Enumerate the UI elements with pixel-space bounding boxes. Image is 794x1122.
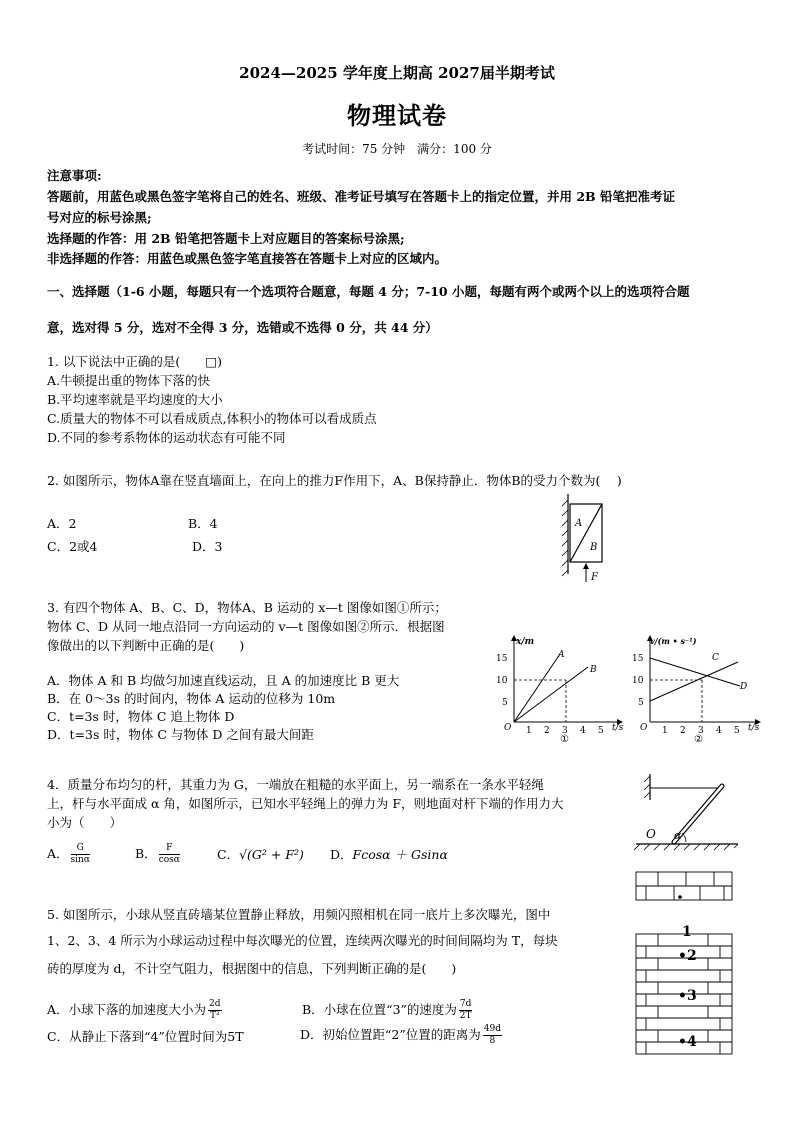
origin-label: O	[640, 723, 648, 733]
x-tick: 5	[734, 726, 740, 736]
q5-option-b: B．小球在位置“3”的速度为 $\frac{7d}{2T}$	[302, 999, 472, 1021]
notice-line-2: 号对应的标号涂黑;	[47, 210, 152, 225]
q1-option-d: D.不同的参考系物体的运动状态有可能不同	[47, 430, 286, 445]
y-tick: 15	[632, 654, 644, 664]
exam-title: 2024—2025 学年度上期高 2027届半期考试	[239, 64, 555, 82]
q1-option-b: B.平均速率就是平均速度的大小	[47, 392, 223, 407]
q3-option-b: B．在 0～3s 的时间内，物体 A 运动的位移为 10m	[47, 691, 336, 706]
notice-line-3: 选择题的作答：用 2B 铅笔把答题卡上对应题目的答案标号涂黑;	[47, 231, 405, 246]
position-1: 1	[682, 924, 692, 940]
q1-option-a: A.牛顿提出重的物体下落的快	[47, 373, 211, 388]
section-heading-line-2: 意，选对得 5 分，选对不全得 3 分，选错或不选得 0 分，共 44 分）	[47, 320, 438, 335]
y-tick: 15	[496, 654, 508, 664]
q4-figure	[634, 772, 740, 852]
y-axis-label: v/(m • s⁻¹)	[650, 636, 697, 646]
y-tick: 10	[496, 676, 508, 686]
q3-option-a: A．物体 A 和 B 均做匀加速直线运动，且 A 的加速度比 B 更大	[47, 673, 400, 688]
label-f: F	[591, 572, 598, 583]
y-tick: 5	[502, 698, 508, 708]
y-axis-label: x/m	[516, 637, 535, 647]
q3-line-1: 3. 有四个物体 A、B、C、D，物体A、B 运动的 x—t 图像如图①所示；	[47, 600, 447, 615]
q5-line-2: 1、2、3、4 所示为小球运动过程中每次曝光的位置，连续两次曝光的时间间隔均为 T，每块	[47, 933, 558, 948]
line-d	[650, 658, 740, 686]
notice-heading: 注意事项:	[47, 168, 102, 183]
label-a: A	[575, 518, 583, 529]
y-tick: 10	[632, 676, 644, 686]
position-2: •2	[678, 948, 697, 964]
q2-option-a: A．2	[47, 516, 77, 531]
q2-option-d: D．3	[192, 539, 223, 554]
x-tick: 3	[562, 726, 568, 736]
y-tick: 5	[638, 698, 644, 708]
graph-caption: ②	[694, 734, 703, 744]
x-axis-label: t/s	[748, 723, 760, 733]
q1-stem: 1. 以下说法中正确的是( □)	[47, 354, 222, 369]
q4-line-2: 上，杆与水平面成 α 角，如图所示，已知水平轻绳上的弹力为 F，则地面对杆下端的作用力大	[47, 796, 564, 811]
origin-label: O	[504, 723, 512, 733]
line-b	[514, 667, 588, 722]
line-a	[514, 654, 560, 722]
x-tick: 1	[526, 726, 532, 736]
x-tick: 1	[662, 726, 668, 736]
line-d-label: D	[740, 682, 748, 692]
q4-option-a: A． $\frac{G}{\sin\alpha}$	[47, 843, 90, 865]
notice-line-1: 答题前，用蓝色或黑色签字笔将自己的姓名、班级、准考证号填写在答题卡上的指定位置，并用 2B 铅笔把准考证	[47, 189, 675, 204]
graph-2	[628, 632, 768, 744]
q2-stem: 2. 如图所示，物体A靠在竖直墙面上，在向上的推力F作用下，A、B保持静止．物体B的受力个数为( )	[47, 473, 622, 488]
x-tick: 4	[580, 726, 586, 736]
q5-option-c: C．从静止下落到“4”位置时间为5T	[47, 1029, 244, 1044]
label-alpha: α	[674, 829, 682, 842]
label-o: O	[646, 827, 656, 841]
position-3: •3	[678, 988, 697, 1004]
position-4: •4	[678, 1034, 697, 1050]
notice-line-4: 非选择题的作答：用蓝色或黑色签字笔直接答在答题卡上对应的区域内。	[47, 251, 448, 266]
line-a-label: A	[558, 650, 565, 660]
q3-option-c: C．t=3s 时，物体 C 追上物体 D	[47, 709, 235, 724]
q4-option-b: B． $\frac{F}{\cos\alpha}$	[135, 843, 180, 865]
x-axis-label: t/s	[612, 723, 624, 733]
q4-line-3: 小为（ ）	[47, 815, 123, 830]
x-tick: 3	[698, 726, 704, 736]
q1-option-c: C.质量大的物体不可以看成质点,体积小的物体可以看成质点	[47, 411, 377, 426]
q3-line-3: 像做出的以下判断中正确的是( )	[47, 638, 245, 653]
brick-wall-top	[634, 866, 734, 906]
x-tick: 4	[716, 726, 722, 736]
q5-option-a: A．小球下落的加速度大小为 $\frac{2d}{\text{T²}}$	[47, 999, 221, 1021]
q2-figure	[558, 492, 618, 584]
q5-option-d: D．初始位置距“2”位置的距离为 $\frac{49d}{8}$	[300, 1024, 501, 1046]
x-tick: 2	[680, 726, 686, 736]
graph-1	[492, 632, 628, 744]
q5-line-3: 砖的厚度为 d，不计空气阻力，根据图中的信息，下列判断正确的是( )	[47, 961, 457, 976]
q5-line-1: 5. 如图所示，小球从竖直砖墙某位置静止释放，用频闪照相机在同一底片上多次曝光，图中	[47, 907, 551, 922]
x-tick: 5	[598, 726, 604, 736]
graph-caption: ①	[560, 734, 569, 744]
label-b: B	[590, 542, 598, 553]
subject-title: 物理试卷	[347, 101, 447, 130]
q2-option-b: B．4	[188, 516, 218, 531]
q4-option-d: D．Fcosα ＋ Gsinα	[330, 847, 448, 862]
line-b-label: B	[590, 665, 597, 675]
section-heading-line-1: 一、选择题（1-6 小题，每题只有一个选项符合题意，每题 4 分；7-10 小题，每题有两个或两个以上的选项符合题	[47, 284, 690, 299]
brick-wall-bottom	[634, 922, 734, 1062]
q3-option-d: D．t=3s 时，物体 C 与物体 D 之间有最大间距	[47, 727, 314, 742]
q2-option-c: C．2或4	[47, 539, 98, 554]
x-tick: 2	[544, 726, 550, 736]
q4-line-1: 4．质量分布均匀的杆，其重力为 G，一端放在粗糙的水平面上，另一端系在一条水平轻绳	[47, 777, 544, 792]
q3-line-2: 物体 C、D 从同一地点沿同一方向运动的 v—t 图像如图②所示．根据图	[47, 619, 445, 634]
line-c-label: C	[712, 653, 719, 663]
q4-option-c: C．√(G² + F²)	[217, 847, 304, 862]
exam-meta: 考试时间：75 分钟 满分：100 分	[302, 142, 492, 156]
